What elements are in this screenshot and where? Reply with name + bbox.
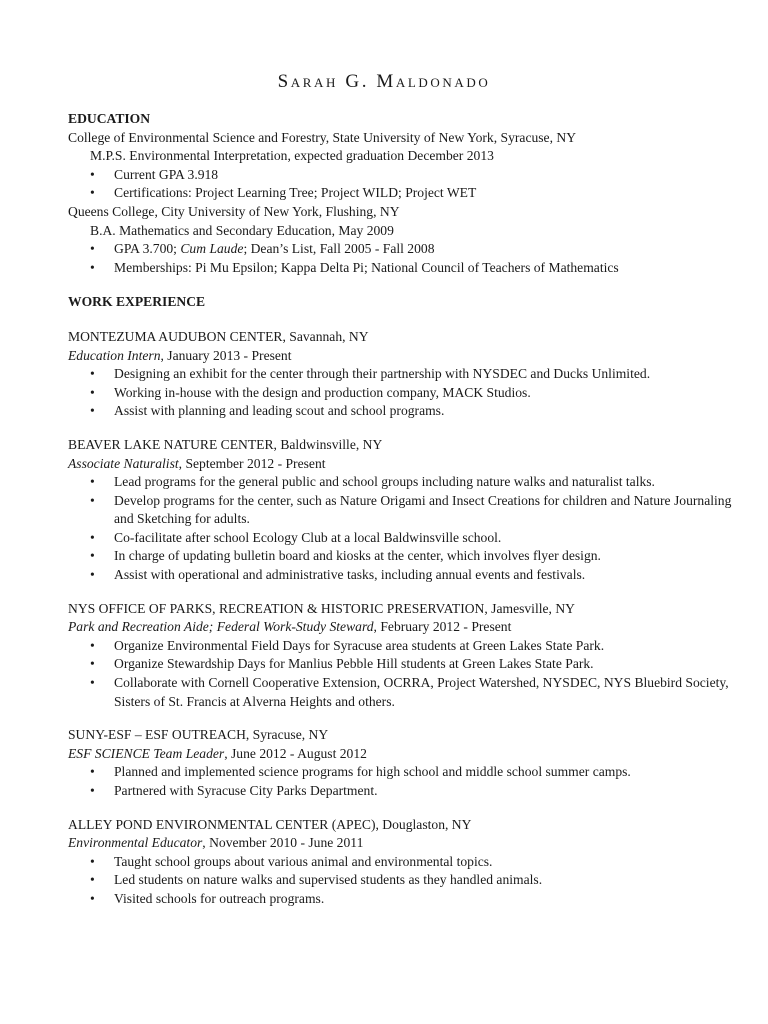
job-organization: BEAVER LAKE NATURE CENTER, Baldwinsville, NY bbox=[68, 436, 383, 452]
bullet-item: • Working in-house with the design and production company, MACK Studios. bbox=[68, 384, 748, 403]
bullet-item: • Develop programs for the center, such as Nature Origami and Insect Creations for children and Nature Journaling and Sketching for adults. bbox=[68, 492, 748, 529]
job-entry bbox=[68, 600, 748, 712]
job-organization: ALLEY POND ENVIRONMENTAL CENTER (APEC), Douglaston, NY bbox=[68, 816, 472, 832]
bullet-item: • Assist with operational and administrative tasks, including annual events and festivals. bbox=[68, 566, 748, 585]
job-role: Associate Naturalist bbox=[68, 455, 179, 471]
job-entry bbox=[68, 328, 748, 421]
resume-content bbox=[68, 110, 748, 924]
job-bullets bbox=[68, 473, 748, 585]
job-bullets bbox=[68, 637, 748, 711]
job-title-line bbox=[68, 834, 748, 853]
job-bullets bbox=[68, 763, 748, 800]
job-entry bbox=[68, 436, 748, 585]
job-organization: MONTEZUMA AUDUBON CENTER, Savannah, NY bbox=[68, 328, 369, 344]
deans-list-text: ; Dean’s List, Fall 2005 - Fall 2008 bbox=[243, 241, 435, 257]
bullet-item: • In charge of updating bulletin board and kiosks at the center, which involves flyer design. bbox=[68, 547, 748, 566]
education-heading: EDUCATION bbox=[68, 111, 151, 126]
job-dates: , January 2013 - Present bbox=[160, 347, 292, 363]
bullet-item: • Organize Environmental Field Days for Syracuse area students at Green Lakes State Park. bbox=[68, 637, 748, 656]
education-entry bbox=[68, 129, 748, 203]
degree: B.A. Mathematics and Secondary Education, May 2009 bbox=[90, 222, 394, 238]
honor-text: Cum Laude bbox=[180, 241, 244, 257]
job-organization: NYS OFFICE OF PARKS, RECREATION & HISTORIC PRESERVATION, Jamesville, NY bbox=[68, 600, 575, 616]
job-role: Environmental Educator bbox=[68, 835, 203, 851]
job-role: Education Intern bbox=[68, 347, 161, 363]
job-title-line bbox=[68, 745, 748, 764]
school-name: College of Environmental Science and Forestry, State University of New York, Syracuse, NY bbox=[68, 129, 577, 145]
bullet-item bbox=[68, 240, 748, 259]
bullet-item: • Certifications: Project Learning Tree; Project WILD; Project WET bbox=[68, 184, 748, 203]
bullet-item: • Partnered with Syracuse City Parks Department. bbox=[68, 782, 748, 801]
job-title-line bbox=[68, 618, 748, 637]
job-entry bbox=[68, 816, 748, 909]
job-title-line bbox=[68, 455, 748, 474]
bullet-item: • Lead programs for the general public and school groups including nature walks and naturalist talks. bbox=[68, 473, 748, 492]
job-dates: , November 2010 - June 2011 bbox=[202, 835, 364, 851]
job-dates: , September 2012 - Present bbox=[178, 455, 326, 471]
job-bullets bbox=[68, 853, 748, 909]
bullet-item: • Assist with planning and leading scout and school programs. bbox=[68, 402, 748, 421]
job-dates: , June 2012 - August 2012 bbox=[224, 745, 367, 761]
bullet-item: • Visited schools for outreach programs. bbox=[68, 890, 748, 909]
bullet-item: • Collaborate with Cornell Cooperative Extension, OCRRA, Project Watershed, NYSDEC, NYS Bluebird Society, Sisters of St. Francis at Alverna Heights and others. bbox=[68, 674, 748, 711]
bullet-item: • Co-facilitate after school Ecology Club at a local Baldwinsville school. bbox=[68, 529, 748, 548]
resume-name: Sarah G. Maldonado bbox=[277, 71, 491, 92]
bullet-item: • Current GPA 3.918 bbox=[68, 166, 748, 185]
bullet-item: • Led students on nature walks and supervised students as they handled animals. bbox=[68, 871, 748, 890]
bullet-item: • Planned and implemented science programs for high school and middle school summer camps. bbox=[68, 763, 748, 782]
degree: M.P.S. Environmental Interpretation, expected graduation December 2013 bbox=[90, 148, 494, 164]
bullet-item: • Memberships: Pi Mu Epsilon; Kappa Delta Pi; National Council of Teachers of Mathematics bbox=[68, 259, 748, 278]
job-entry bbox=[68, 726, 748, 800]
school-name: Queens College, City University of New York, Flushing, NY bbox=[68, 203, 400, 219]
bullet-item: • Taught school groups about various animal and environmental topics. bbox=[68, 853, 748, 872]
work-heading: WORK EXPERIENCE bbox=[68, 294, 206, 310]
job-title-line bbox=[68, 347, 748, 366]
education-bullets bbox=[68, 166, 748, 203]
job-role: Park and Recreation Aide; Federal Work-Study Steward bbox=[68, 619, 374, 635]
job-bullets bbox=[68, 365, 748, 421]
bullet-item: • Organize Stewardship Days for Manlius Pebble Hill students at Green Lakes State Park. bbox=[68, 655, 748, 674]
job-dates: , February 2012 - Present bbox=[373, 619, 512, 635]
job-organization: SUNY-ESF – ESF OUTREACH, Syracuse, NY bbox=[68, 727, 329, 743]
job-role: ESF SCIENCE Team Leader bbox=[68, 745, 225, 761]
education-entry bbox=[68, 203, 748, 277]
gpa-text: GPA 3.700; bbox=[114, 241, 181, 257]
bullet-item: • Designing an exhibit for the center through their partnership with NYSDEC and Ducks Unlimited. bbox=[68, 365, 748, 384]
education-bullets bbox=[68, 240, 748, 277]
